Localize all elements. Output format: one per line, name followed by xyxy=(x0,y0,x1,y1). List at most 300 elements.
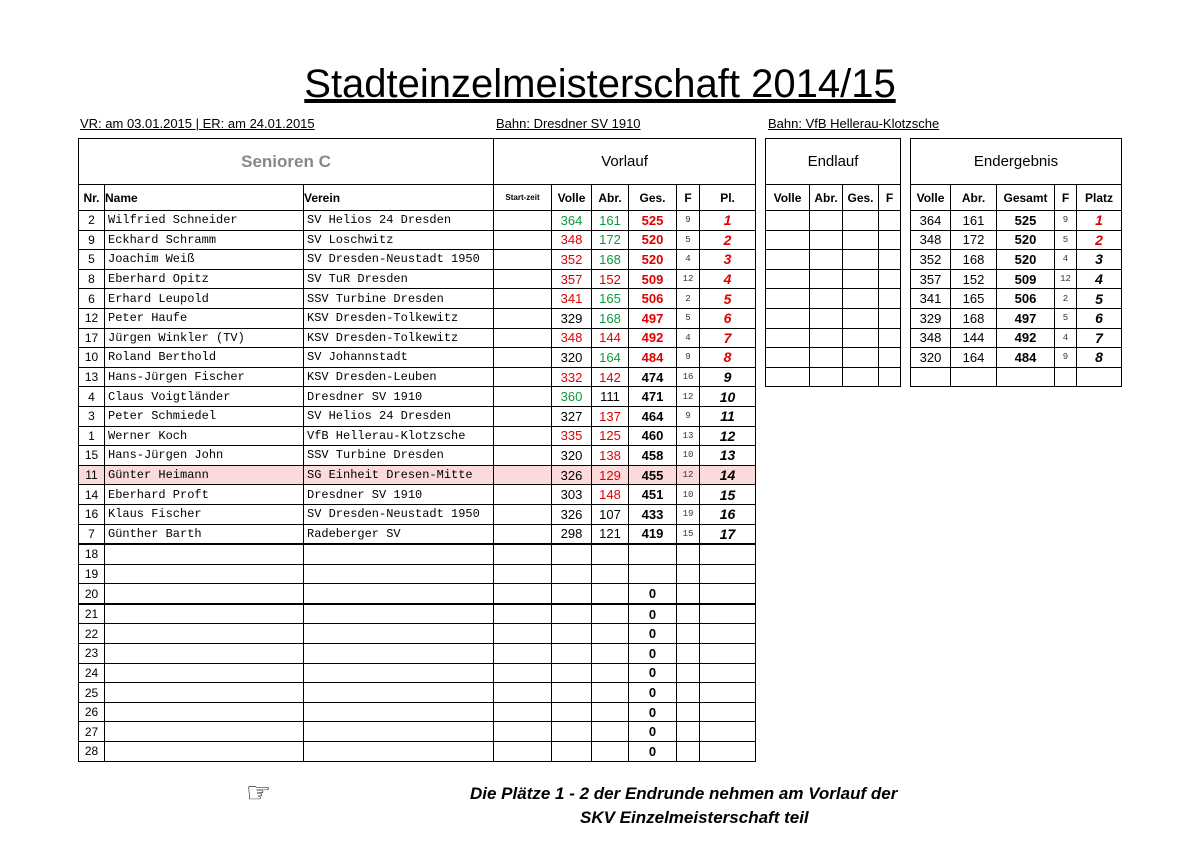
table-row xyxy=(79,504,756,524)
row-start xyxy=(494,524,552,544)
end-abr: 164 xyxy=(951,348,997,368)
row-ges: 497 xyxy=(629,308,677,328)
row-verein: Radeberger SV xyxy=(304,524,494,544)
row-name: Peter Haufe xyxy=(105,308,304,328)
row-name: Claus Voigtländer xyxy=(105,387,304,407)
bahn-endlauf: Bahn: VfB Hellerau-Klotzsche xyxy=(768,116,940,131)
row-verein: SSV Turbine Dresden xyxy=(304,446,494,466)
table-row xyxy=(79,465,756,485)
row-ges: 464 xyxy=(629,406,677,426)
row-ges: 458 xyxy=(629,446,677,466)
row-start xyxy=(494,485,552,505)
table-row xyxy=(79,230,756,250)
row-abr xyxy=(592,702,629,722)
row-volle: 341 xyxy=(552,289,592,309)
end-gesamt: 509 xyxy=(997,269,1055,289)
end-f: 5 xyxy=(1055,308,1077,328)
row-ges: 506 xyxy=(629,289,677,309)
table-row xyxy=(79,328,756,348)
endlauf-cell xyxy=(843,367,879,387)
row-pl xyxy=(700,624,756,644)
row-volle: 335 xyxy=(552,426,592,446)
row-verein: SG Einheit Dresen-Mitte xyxy=(304,465,494,485)
row-name: Jürgen Winkler (TV) xyxy=(105,328,304,348)
row-verein: KSV Dresden-Tolkewitz xyxy=(304,328,494,348)
row-start xyxy=(494,387,552,407)
end-volle: 357 xyxy=(911,269,951,289)
col-f: F xyxy=(677,185,700,211)
end-volle xyxy=(911,367,951,387)
row-name xyxy=(105,544,304,564)
end-abr: 168 xyxy=(951,250,997,270)
row-volle: 320 xyxy=(552,446,592,466)
end-f: 5 xyxy=(1055,230,1077,250)
row-abr xyxy=(592,604,629,624)
endlauf-row xyxy=(766,308,901,328)
row-verein xyxy=(304,564,494,584)
end-abr: 168 xyxy=(951,308,997,328)
table-row xyxy=(79,564,756,584)
row-start xyxy=(494,289,552,309)
row-start xyxy=(494,564,552,584)
endlauf-cell xyxy=(810,348,843,368)
row-verein xyxy=(304,663,494,683)
endlauf-cell xyxy=(843,269,879,289)
row-volle xyxy=(552,644,592,664)
end-volle: 329 xyxy=(911,308,951,328)
table-row xyxy=(79,289,756,309)
end-gesamt: 520 xyxy=(997,230,1055,250)
row-abr: 168 xyxy=(592,308,629,328)
row-abr xyxy=(592,644,629,664)
row-pl: 15 xyxy=(700,485,756,505)
row-ges: 0 xyxy=(629,604,677,624)
row-pl: 3 xyxy=(700,250,756,270)
endlauf-cell xyxy=(879,328,901,348)
row-verein xyxy=(304,722,494,742)
row-pl xyxy=(700,644,756,664)
row-verein xyxy=(304,702,494,722)
row-nr: 19 xyxy=(79,564,105,584)
row-pl xyxy=(700,564,756,584)
pointing-hand-icon: ☞ xyxy=(246,777,272,808)
bahn-vorlauf: Bahn: Dresdner SV 1910 xyxy=(496,116,641,131)
endlauf-row xyxy=(766,367,901,387)
endergebnis-row xyxy=(911,211,1122,231)
end-abr: 152 xyxy=(951,269,997,289)
end-col-platz: Platz xyxy=(1077,185,1122,211)
row-start xyxy=(494,465,552,485)
row-name xyxy=(105,683,304,703)
row-start xyxy=(494,624,552,644)
end-volle: 352 xyxy=(911,250,951,270)
end-gesamt: 484 xyxy=(997,348,1055,368)
endlauf-cell xyxy=(843,289,879,309)
end-col-abr: Abr. xyxy=(951,185,997,211)
row-nr: 13 xyxy=(79,367,105,387)
row-pl: 17 xyxy=(700,524,756,544)
endergebnis-row xyxy=(911,328,1122,348)
row-pl xyxy=(700,604,756,624)
endlauf-cell xyxy=(879,348,901,368)
row-pl: 6 xyxy=(700,308,756,328)
row-name: Eckhard Schramm xyxy=(105,230,304,250)
row-name xyxy=(105,644,304,664)
col-nr: Nr. xyxy=(79,185,105,211)
row-f: 13 xyxy=(677,426,700,446)
row-f xyxy=(677,604,700,624)
row-abr: 144 xyxy=(592,328,629,348)
row-volle: 352 xyxy=(552,250,592,270)
row-abr xyxy=(592,624,629,644)
endlauf-cell xyxy=(810,250,843,270)
row-start xyxy=(494,644,552,664)
end-volle: 348 xyxy=(911,230,951,250)
row-abr: 172 xyxy=(592,230,629,250)
row-start xyxy=(494,702,552,722)
row-start xyxy=(494,348,552,368)
row-volle: 329 xyxy=(552,308,592,328)
end-f: 9 xyxy=(1055,348,1077,368)
endlauf-cell xyxy=(843,211,879,231)
row-ges: 0 xyxy=(629,742,677,762)
endlauf-cell xyxy=(879,230,901,250)
row-f: 4 xyxy=(677,250,700,270)
row-start xyxy=(494,504,552,524)
endlauf-row xyxy=(766,289,901,309)
end-gesamt: 520 xyxy=(997,250,1055,270)
row-abr: 152 xyxy=(592,269,629,289)
row-name xyxy=(105,604,304,624)
end-volle: 320 xyxy=(911,348,951,368)
row-volle xyxy=(552,564,592,584)
row-name: Joachim Weiß xyxy=(105,250,304,270)
row-ges: 0 xyxy=(629,644,677,664)
row-start xyxy=(494,446,552,466)
end-f: 4 xyxy=(1055,250,1077,270)
row-verein xyxy=(304,683,494,703)
row-ges: 520 xyxy=(629,230,677,250)
end-gesamt: 497 xyxy=(997,308,1055,328)
row-start xyxy=(494,230,552,250)
row-verein xyxy=(304,624,494,644)
table-row xyxy=(79,584,756,604)
row-nr: 8 xyxy=(79,269,105,289)
endlauf-cell xyxy=(766,250,810,270)
endlauf-cell xyxy=(766,348,810,368)
row-start xyxy=(494,406,552,426)
row-nr: 1 xyxy=(79,426,105,446)
row-nr: 5 xyxy=(79,250,105,270)
row-abr: 138 xyxy=(592,446,629,466)
row-abr: 142 xyxy=(592,367,629,387)
table-row xyxy=(79,544,756,564)
end-abr: 165 xyxy=(951,289,997,309)
row-start xyxy=(494,328,552,348)
row-pl xyxy=(700,544,756,564)
row-name: Hans-Jürgen John xyxy=(105,446,304,466)
row-verein: KSV Dresden-Tolkewitz xyxy=(304,308,494,328)
row-verein: Dresdner SV 1910 xyxy=(304,387,494,407)
row-pl xyxy=(700,663,756,683)
end-f: 2 xyxy=(1055,289,1077,309)
row-f: 12 xyxy=(677,465,700,485)
row-volle: 360 xyxy=(552,387,592,407)
row-volle: 303 xyxy=(552,485,592,505)
row-ges: 520 xyxy=(629,250,677,270)
row-pl: 11 xyxy=(700,406,756,426)
col-abr: Abr. xyxy=(592,185,629,211)
table-row xyxy=(79,702,756,722)
col-ges: Ges. xyxy=(629,185,677,211)
row-nr: 16 xyxy=(79,504,105,524)
row-volle: 327 xyxy=(552,406,592,426)
end-col-volle: Volle xyxy=(911,185,951,211)
row-ges: 474 xyxy=(629,367,677,387)
endlauf-cell xyxy=(810,328,843,348)
row-volle xyxy=(552,683,592,703)
row-volle: 348 xyxy=(552,230,592,250)
endlauf-cell xyxy=(766,230,810,250)
end-f: 12 xyxy=(1055,269,1077,289)
table-row xyxy=(79,211,756,231)
row-ges: 455 xyxy=(629,465,677,485)
row-name: Erhard Leupold xyxy=(105,289,304,309)
end-f xyxy=(1055,367,1077,387)
row-pl: 12 xyxy=(700,426,756,446)
row-volle xyxy=(552,604,592,624)
row-volle: 320 xyxy=(552,348,592,368)
row-volle: 326 xyxy=(552,504,592,524)
col-verein: Verein xyxy=(304,185,494,211)
row-volle: 332 xyxy=(552,367,592,387)
table-row xyxy=(79,387,756,407)
row-pl xyxy=(700,722,756,742)
row-pl: 8 xyxy=(700,348,756,368)
table-row xyxy=(79,446,756,466)
vorlauf-label: Vorlauf xyxy=(494,139,756,185)
row-f xyxy=(677,722,700,742)
endlauf-row xyxy=(766,230,901,250)
row-verein: SV Dresden-Neustadt 1950 xyxy=(304,250,494,270)
endlauf-row xyxy=(766,250,901,270)
row-name: Eberhard Opitz xyxy=(105,269,304,289)
endlauf-cell xyxy=(879,308,901,328)
row-f: 19 xyxy=(677,504,700,524)
endlauf-cell xyxy=(843,328,879,348)
endlauf-cell xyxy=(810,269,843,289)
end-platz xyxy=(1077,367,1122,387)
row-abr: 168 xyxy=(592,250,629,270)
row-f xyxy=(677,624,700,644)
row-abr xyxy=(592,584,629,604)
endergebnis-row xyxy=(911,367,1122,387)
end-col-gesamt: Gesamt xyxy=(997,185,1055,211)
row-name xyxy=(105,702,304,722)
endlauf-row xyxy=(766,328,901,348)
endlauf-label: Endlauf xyxy=(766,139,901,185)
row-verein: SV Helios 24 Dresden xyxy=(304,211,494,231)
row-f: 5 xyxy=(677,308,700,328)
row-name: Hans-Jürgen Fischer xyxy=(105,367,304,387)
row-verein xyxy=(304,742,494,762)
endlauf-cell xyxy=(766,308,810,328)
endlauf-cell xyxy=(766,211,810,231)
end-volle: 364 xyxy=(911,211,951,231)
row-abr: 107 xyxy=(592,504,629,524)
row-nr: 26 xyxy=(79,702,105,722)
row-abr: 137 xyxy=(592,406,629,426)
row-f: 5 xyxy=(677,230,700,250)
endlauf-cell xyxy=(810,308,843,328)
endergebnis-row xyxy=(911,308,1122,328)
row-name xyxy=(105,624,304,644)
endlauf-row xyxy=(766,348,901,368)
row-abr xyxy=(592,742,629,762)
row-nr: 4 xyxy=(79,387,105,407)
row-f xyxy=(677,702,700,722)
row-nr: 11 xyxy=(79,465,105,485)
row-abr: 125 xyxy=(592,426,629,446)
row-ges: 0 xyxy=(629,722,677,742)
table-row xyxy=(79,624,756,644)
row-ges: 0 xyxy=(629,624,677,644)
end-abr: 161 xyxy=(951,211,997,231)
row-f xyxy=(677,644,700,664)
row-start xyxy=(494,211,552,231)
row-ges xyxy=(629,564,677,584)
end-gesamt: 506 xyxy=(997,289,1055,309)
row-start xyxy=(494,722,552,742)
col-start: Start-zeit xyxy=(494,185,552,211)
row-volle xyxy=(552,624,592,644)
table-row xyxy=(79,663,756,683)
end-gesamt: 525 xyxy=(997,211,1055,231)
endlauf-cell xyxy=(843,230,879,250)
end-platz: 6 xyxy=(1077,308,1122,328)
end-volle: 348 xyxy=(911,328,951,348)
row-verein xyxy=(304,604,494,624)
row-f xyxy=(677,683,700,703)
endlauf-col-volle: Volle xyxy=(766,185,810,211)
row-f: 9 xyxy=(677,406,700,426)
row-name: Peter Schmiedel xyxy=(105,406,304,426)
table-row xyxy=(79,250,756,270)
table-row xyxy=(79,722,756,742)
footer-note: Die Plätze 1 - 2 der Endrunde nehmen am Vorlauf der xyxy=(470,784,898,803)
row-name: Roland Berthold xyxy=(105,348,304,368)
row-ges: 509 xyxy=(629,269,677,289)
endlauf-col-ges: Ges. xyxy=(843,185,879,211)
row-nr: 25 xyxy=(79,683,105,703)
end-platz: 5 xyxy=(1077,289,1122,309)
page-title: Stadteinzelmeisterschaft 2014/15 xyxy=(304,62,896,106)
col-volle: Volle xyxy=(552,185,592,211)
row-verein: SSV Turbine Dresden xyxy=(304,289,494,309)
row-volle: 326 xyxy=(552,465,592,485)
endlauf-cell xyxy=(810,230,843,250)
row-nr: 15 xyxy=(79,446,105,466)
end-volle: 341 xyxy=(911,289,951,309)
endergebnis-label: Endergebnis xyxy=(911,139,1122,185)
row-start xyxy=(494,308,552,328)
row-nr: 12 xyxy=(79,308,105,328)
row-abr: 148 xyxy=(592,485,629,505)
row-verein: SV Dresden-Neustadt 1950 xyxy=(304,504,494,524)
row-verein: SV Helios 24 Dresden xyxy=(304,406,494,426)
row-name: Eberhard Proft xyxy=(105,485,304,505)
vorlauf-table xyxy=(78,138,756,762)
endergebnis-row xyxy=(911,348,1122,368)
endlauf-cell xyxy=(766,328,810,348)
end-platz: 8 xyxy=(1077,348,1122,368)
row-abr: 165 xyxy=(592,289,629,309)
row-pl: 4 xyxy=(700,269,756,289)
endlauf-cell xyxy=(843,250,879,270)
endlauf-cell xyxy=(843,348,879,368)
row-volle: 348 xyxy=(552,328,592,348)
endlauf-cell xyxy=(766,269,810,289)
row-nr: 3 xyxy=(79,406,105,426)
end-abr: 144 xyxy=(951,328,997,348)
row-start xyxy=(494,269,552,289)
row-abr: 129 xyxy=(592,465,629,485)
row-verein xyxy=(304,544,494,564)
endlauf-row xyxy=(766,211,901,231)
row-name: Günther Barth xyxy=(105,524,304,544)
row-name: Wilfried Schneider xyxy=(105,211,304,231)
row-volle xyxy=(552,663,592,683)
end-f: 9 xyxy=(1055,211,1077,231)
endergebnis-row xyxy=(911,269,1122,289)
row-ges: 471 xyxy=(629,387,677,407)
endlauf-cell xyxy=(843,308,879,328)
row-start xyxy=(494,367,552,387)
table-row xyxy=(79,524,756,544)
endlauf-cell xyxy=(879,250,901,270)
end-gesamt xyxy=(997,367,1055,387)
row-abr xyxy=(592,722,629,742)
row-nr: 18 xyxy=(79,544,105,564)
end-platz: 2 xyxy=(1077,230,1122,250)
col-name: Name xyxy=(105,185,304,211)
row-pl: 13 xyxy=(700,446,756,466)
row-ges: 419 xyxy=(629,524,677,544)
row-ges: 451 xyxy=(629,485,677,505)
end-f: 4 xyxy=(1055,328,1077,348)
end-col-f: F xyxy=(1055,185,1077,211)
row-abr xyxy=(592,683,629,703)
row-ges: 492 xyxy=(629,328,677,348)
end-gesamt: 492 xyxy=(997,328,1055,348)
row-nr: 23 xyxy=(79,644,105,664)
end-platz: 3 xyxy=(1077,250,1122,270)
row-nr: 27 xyxy=(79,722,105,742)
row-volle: 357 xyxy=(552,269,592,289)
row-abr xyxy=(592,544,629,564)
row-abr: 121 xyxy=(592,524,629,544)
row-nr: 20 xyxy=(79,584,105,604)
row-verein xyxy=(304,584,494,604)
table-row xyxy=(79,485,756,505)
row-pl: 10 xyxy=(700,387,756,407)
row-ges: 525 xyxy=(629,211,677,231)
endlauf-cell xyxy=(766,289,810,309)
endlauf-cell xyxy=(810,289,843,309)
row-pl: 9 xyxy=(700,367,756,387)
row-pl: 5 xyxy=(700,289,756,309)
row-start xyxy=(494,663,552,683)
